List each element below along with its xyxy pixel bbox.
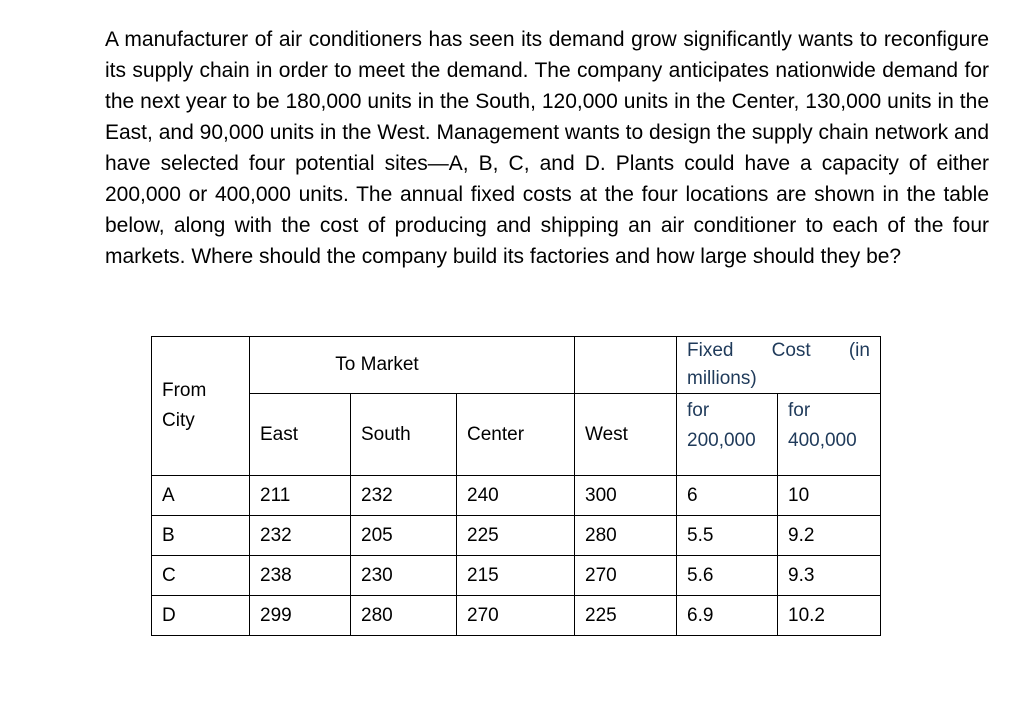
cost-table-container: [151, 336, 881, 636]
west-cell: 225: [575, 596, 677, 636]
fixed-400000-cell: 10.2: [778, 596, 881, 636]
south-cell: 280: [351, 596, 457, 636]
for-400000-line-1: for: [788, 400, 811, 421]
problem-statement: A manufacturer of air conditioners has seen its demand grow significantly wants to reconfigure its supply chain in order to meet the demand. The company anticipates nationwide demand for the next year to be 180,000 units in the South, 120,000 units in the Center, 130,000 units in the East, and 90,000 units in the West. Management wants to design the supply chain network and have selected four potential sites—A, B, C, and D. Plants could have a capacity of either 200,000 or 400,000 units. The annual fixed costs at the four locations are shown in the table below, along with the cost of producing and shipping an air conditioner to each of the four markets. Where should the company build its factories and how large should they be?: [105, 28, 989, 268]
header-row-2: [152, 394, 881, 476]
center-cell: 215: [457, 556, 575, 596]
cost-table: [151, 336, 881, 636]
fixed-200000-cell: 6.9: [677, 596, 778, 636]
fixed-400000-cell: 9.2: [778, 516, 881, 556]
fixed-200000-cell: 6: [677, 476, 778, 516]
table-row: [152, 596, 881, 636]
fixed-cost-header: [677, 337, 881, 394]
east-cell: 238: [250, 556, 351, 596]
col-header-west: West: [575, 394, 677, 476]
for-200000-line-1: for: [687, 400, 710, 421]
center-cell: 270: [457, 596, 575, 636]
fixed-cost-word-3: (in: [848, 340, 870, 361]
fixed-200000-cell: 5.6: [677, 556, 778, 596]
to-market-header: To Market: [250, 337, 575, 394]
west-cell: 280: [575, 516, 677, 556]
col-header-east: East: [250, 394, 351, 476]
table-row: [152, 516, 881, 556]
fixed-cost-line-2: millions): [687, 368, 757, 389]
header-row-1: [152, 337, 881, 394]
center-cell: 225: [457, 516, 575, 556]
col-header-for-400000: [778, 394, 881, 476]
from-city-line-2: City: [162, 410, 195, 431]
header-empty-cell: [575, 337, 677, 394]
table-row: [152, 556, 881, 596]
fixed-cost-word-1: Fixed: [687, 340, 734, 361]
city-cell: C: [152, 556, 250, 596]
city-cell: D: [152, 596, 250, 636]
fixed-400000-cell: 9.3: [778, 556, 881, 596]
fixed-cost-line-1: [687, 337, 870, 365]
for-200000-line-2: 200,000: [687, 430, 756, 451]
center-cell: 240: [457, 476, 575, 516]
south-cell: 232: [351, 476, 457, 516]
fixed-cost-word-2: Cost: [771, 340, 811, 361]
east-cell: 211: [250, 476, 351, 516]
south-cell: 205: [351, 516, 457, 556]
from-city-header: [152, 337, 250, 476]
south-cell: 230: [351, 556, 457, 596]
col-header-south: South: [351, 394, 457, 476]
fixed-200000-cell: 5.5: [677, 516, 778, 556]
west-cell: 270: [575, 556, 677, 596]
table-row: [152, 476, 881, 516]
east-cell: 299: [250, 596, 351, 636]
for-400000-line-2: 400,000: [788, 430, 857, 451]
east-cell: 232: [250, 516, 351, 556]
from-city-line-1: From: [162, 380, 207, 401]
city-cell: A: [152, 476, 250, 516]
city-cell: B: [152, 516, 250, 556]
west-cell: 300: [575, 476, 677, 516]
fixed-400000-cell: 10: [778, 476, 881, 516]
col-header-for-200000: [677, 394, 778, 476]
col-header-center: Center: [457, 394, 575, 476]
